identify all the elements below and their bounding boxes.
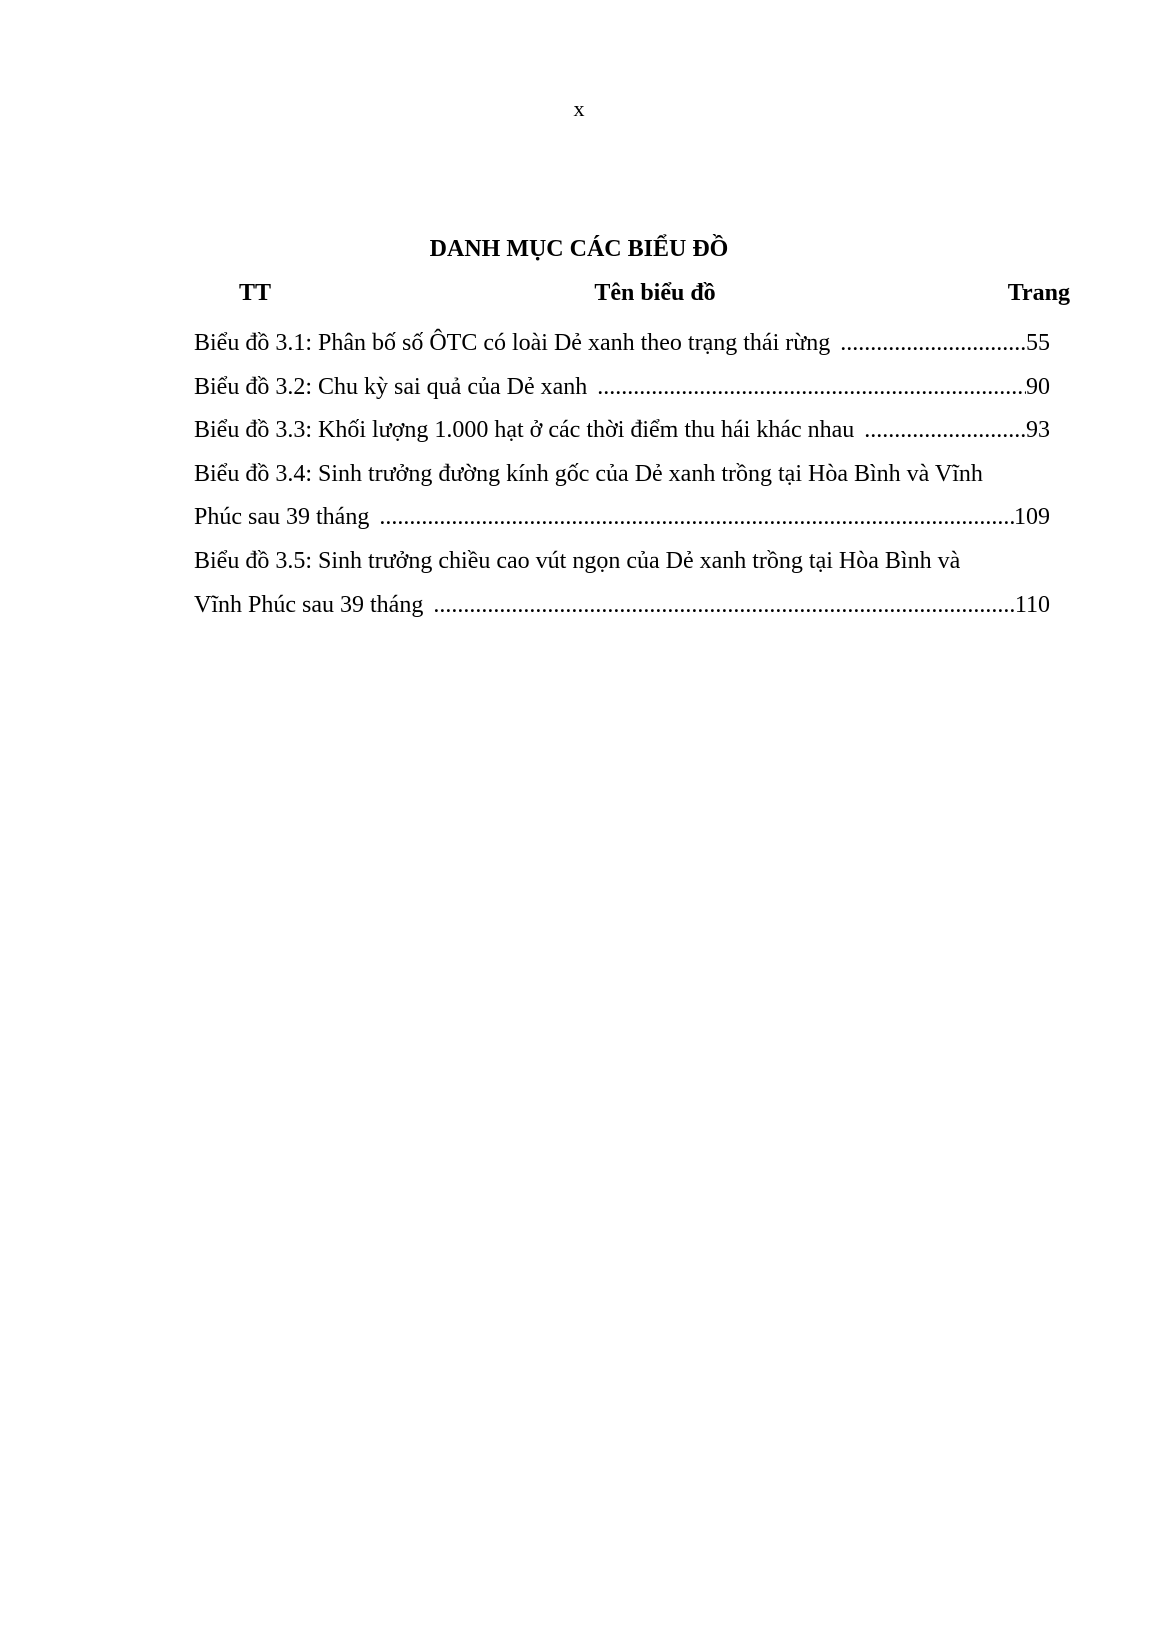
entry-title-line1: Biểu đồ 3.4: Sinh trưởng đường kính gốc của Dẻ xanh trồng tại Hòa Bình và Vĩnh (194, 460, 983, 487)
dot-leader (379, 496, 1014, 540)
entry-title: Biểu đồ 3.3: Khối lượng 1.000 hạt ở các thời điểm thu hái khác nhau (194, 417, 855, 444)
dot-leader (433, 584, 1015, 628)
entry-page: 90 (1026, 373, 1050, 400)
entry-title-line2: Phúc sau 39 tháng (194, 504, 370, 531)
dot-leader (840, 322, 1026, 366)
list-item[interactable] (194, 540, 1050, 627)
entry-title: Biểu đồ 3.1: Phân bố số ÔTC có loài Dẻ xanh theo trạng thái rừng (194, 330, 831, 356)
list-title: DANH MỤC CÁC BIỂU ĐỒ (429, 236, 729, 262)
entry-page: 55 (1026, 330, 1050, 356)
chart-list (194, 322, 1050, 627)
entry-page: 109 (1014, 504, 1050, 531)
list-item[interactable] (194, 366, 1050, 410)
entry-title-line1: Biểu đồ 3.5: Sinh trưởng chiều cao vút ngọn của Dẻ xanh trồng tại Hòa Bình và (194, 547, 961, 574)
dot-leader (597, 366, 1026, 410)
entry-page: 110 (1014, 591, 1050, 618)
entry-title-line2: Vĩnh Phúc sau 39 tháng (194, 591, 424, 618)
list-item[interactable] (194, 322, 1050, 366)
list-item[interactable] (194, 453, 1050, 540)
dot-leader (864, 409, 1026, 453)
entry-page: 93 (1026, 417, 1050, 444)
list-item[interactable] (194, 409, 1050, 453)
column-header-name: Tên biểu đồ (594, 280, 716, 306)
entry-title: Biểu đồ 3.2: Chu kỳ sai quả của Dẻ xanh (194, 373, 588, 400)
column-header-row (0, 280, 1158, 314)
column-header-tt: TT (239, 280, 272, 306)
page-number: x (573, 96, 585, 121)
column-header-page: Trang (1007, 280, 1070, 306)
